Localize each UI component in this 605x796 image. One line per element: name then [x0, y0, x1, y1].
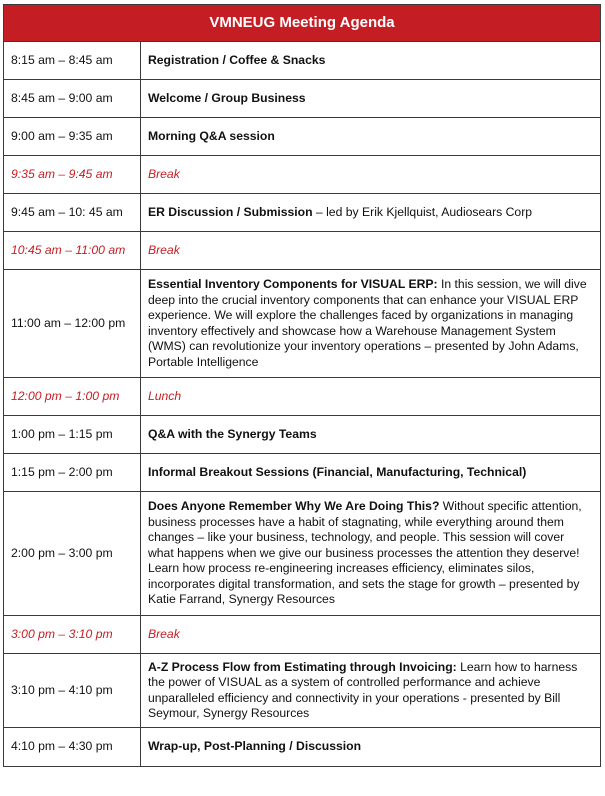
- time-cell: 10:45 am – 11:00 am: [4, 232, 141, 270]
- agenda-row: [4, 194, 601, 232]
- agenda-row: [4, 454, 601, 492]
- time-cell: 3:00 pm – 3:10 pm: [4, 616, 141, 654]
- time-cell: 1:15 pm – 2:00 pm: [4, 454, 141, 492]
- agenda-row: [4, 728, 601, 767]
- session-cell: [140, 492, 600, 616]
- time-cell: 11:00 am – 12:00 pm: [4, 270, 141, 378]
- session-title: Does Anyone Remember Why We Are Doing This?: [147, 499, 440, 514]
- time-cell: 2:00 pm – 3:00 pm: [4, 492, 141, 616]
- session-cell: [140, 454, 600, 492]
- agenda-row: [4, 42, 601, 80]
- time-cell: 8:45 am – 9:00 am: [4, 80, 141, 118]
- break-label: Break: [140, 616, 600, 654]
- session-title: A-Z Process Flow from Estimating through Invoicing:: [147, 659, 457, 674]
- break-row: [4, 378, 601, 416]
- session-cell: [140, 654, 600, 728]
- agenda-row: [4, 270, 601, 378]
- break-row: [4, 616, 601, 654]
- session-title: ER Discussion / Submission: [147, 204, 313, 219]
- time-cell: 12:00 pm – 1:00 pm: [4, 378, 141, 416]
- session-cell: [140, 270, 600, 378]
- break-row: [4, 156, 601, 194]
- session-cell: [140, 42, 600, 80]
- session-cell: [140, 194, 600, 232]
- session-cell: [140, 80, 600, 118]
- session-title: Essential Inventory Components for VISUAL ERP:: [147, 277, 438, 291]
- agenda-row: [4, 492, 601, 616]
- agenda-title: VMNEUG Meeting Agenda: [4, 5, 601, 42]
- time-cell: 9:35 am – 9:45 am: [4, 156, 141, 194]
- session-title: Informal Breakout Sessions (Financial, Manufacturing, Technical): [147, 464, 527, 479]
- time-cell: 8:15 am – 8:45 am: [4, 42, 141, 80]
- time-cell: 1:00 pm – 1:15 pm: [4, 416, 141, 454]
- break-label: Lunch: [140, 378, 600, 416]
- session-title: Q&A with the Synergy Teams: [147, 426, 317, 441]
- agenda-table: [3, 4, 601, 767]
- agenda-row: [4, 654, 601, 728]
- session-title: Morning Q&A session: [147, 128, 275, 143]
- time-cell: 9:00 am – 9:35 am: [4, 118, 141, 156]
- session-description: Without specific attention, business processes have a habit of stagnating, while everything around them changes – like your business, technology, and people. This session will cover what happens when we give our business processes the attention they deserve! Learn how process re-engineering increases efficiency, eliminates silos, incorporates digital transformation, and sets the stage for growth – presented by Katie Farrand, Synergy Resources: [147, 499, 582, 607]
- time-cell: 3:10 pm – 4:10 pm: [4, 654, 141, 728]
- session-cell: [140, 416, 600, 454]
- session-cell: [140, 118, 600, 156]
- session-description: – led by Erik Kjellquist, Audiosears Corp: [312, 204, 533, 219]
- session-title: Registration / Coffee & Snacks: [147, 52, 326, 67]
- header-row: [4, 5, 601, 42]
- break-row: [4, 232, 601, 270]
- agenda-row: [4, 416, 601, 454]
- time-cell: 9:45 am – 10: 45 am: [4, 194, 141, 232]
- agenda-row: [4, 80, 601, 118]
- break-label: Break: [140, 156, 600, 194]
- session-description: In this session, we will dive deep into the crucial inventory components that can enhance your VISUAL ERP experience. We will explore the challenges faced by organizations in managing inventory effectively and showcase how a Warehouse Management System (WMS) can revolutionize your inventory operations – presented by John Adams, Portable Intelligence: [147, 277, 587, 369]
- time-cell: 4:10 pm – 4:30 pm: [4, 728, 141, 767]
- session-cell: [140, 728, 600, 767]
- break-label: Break: [140, 232, 600, 270]
- session-title: Welcome / Group Business: [147, 90, 306, 105]
- agenda-row: [4, 118, 601, 156]
- session-description: Learn how to harness the power of VISUAL as a system of controlled performance and achieve unparalleled efficiency and connectivity in your operations - presented by Bill Seymour, Synergy Resources: [147, 659, 578, 720]
- session-title: Wrap-up, Post-Planning / Discussion: [147, 739, 362, 754]
